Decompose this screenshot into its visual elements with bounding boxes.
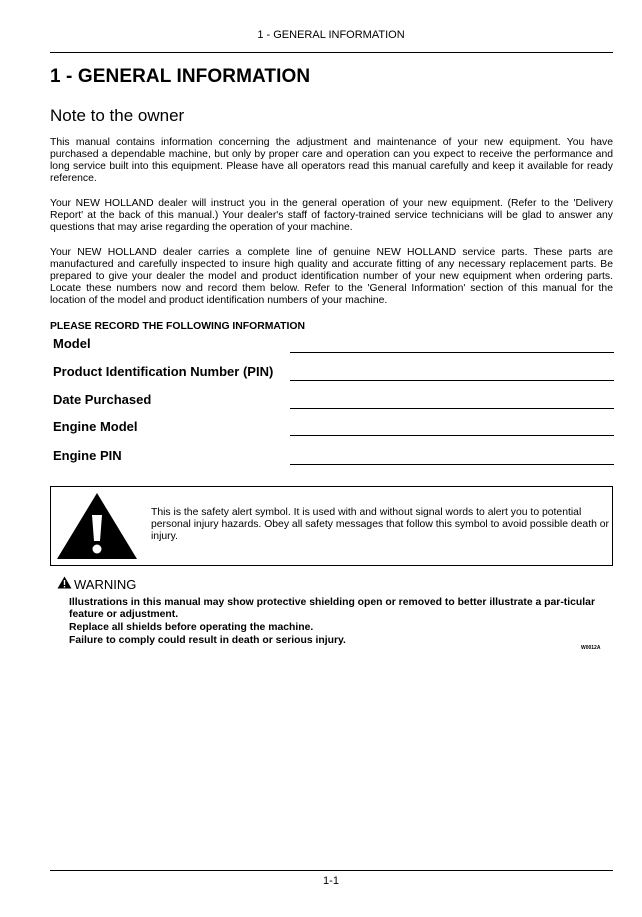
- warning-triangle-icon: [57, 576, 74, 592]
- footer-rule: [50, 870, 613, 871]
- page-number: 1-1: [323, 875, 339, 887]
- record-field-engine-model: [53, 414, 614, 436]
- record-field-line[interactable]: [290, 408, 614, 409]
- safety-alert-box: [50, 486, 613, 566]
- record-field-label: Engine Model: [53, 419, 138, 434]
- warning-code: W0012A: [581, 645, 601, 651]
- dealer-paragraph: Your NEW HOLLAND dealer will instruct you in the general operation of your new equipment. (Refer to the 'Delivery Report' at the back of this manual.) Your dealer's staff of factory-trained service technicians will be glad to answer any questions that may arise regarding the operation of your machine.: [50, 198, 613, 233]
- record-field-date-purchased: [53, 387, 614, 409]
- section-title: Note to the owner: [50, 106, 185, 125]
- parts-paragraph: Your NEW HOLLAND dealer carries a complete line of genuine NEW HOLLAND service parts. These parts are manufactured and carefully inspected to insure high quality and accurate fitting of any necessary replacement parts. Be prepared to give your dealer the model and product identification number of your new equipment when ordering parts. Locate these numbers now and record them below. Refer to the 'General Information' section of this manual for the location of the model and product identification numbers of your machine.: [50, 247, 613, 306]
- record-field-pin: [53, 359, 614, 381]
- record-field-label: Date Purchased: [53, 392, 152, 407]
- header-rule: [50, 52, 613, 53]
- page-title: 1 - GENERAL INFORMATION: [50, 66, 311, 87]
- record-field-line[interactable]: [290, 380, 614, 381]
- record-field-line[interactable]: [290, 464, 614, 465]
- record-field-label: Engine PIN: [53, 448, 122, 463]
- warning-label: WARNING: [74, 576, 137, 592]
- record-field-line[interactable]: [290, 352, 614, 353]
- intro-paragraph: This manual contains information concerning the adjustment and maintenance of your new equipment. You have purchased a dependable machine, but only by proper care and operation can you expect to receive the performance and long service built into this equipment. Please have all operators read this manual carefully and keep it available for ready reference.: [50, 137, 613, 184]
- record-field-model: [53, 331, 614, 353]
- warning-text-line: Illustrations in this manual may show protective shielding open or removed to better illustrate a par-ticular feature or adjustment.: [69, 597, 595, 620]
- record-heading: PLEASE RECORD THE FOLLOWING INFORMATION: [50, 321, 305, 332]
- safety-alert-triangle-icon: [55, 491, 139, 566]
- warning-text-line: Replace all shields before operating the machine.: [69, 622, 314, 633]
- running-head: 1 - GENERAL INFORMATION: [257, 29, 405, 41]
- warning-text-line: Failure to comply could result in death or serious injury.: [69, 635, 346, 646]
- record-field-line[interactable]: [290, 435, 614, 436]
- safety-alert-text: This is the safety alert symbol. It is used with and without signal words to alert you to potential personal injury hazards. Obey all safety messages that follow this symbol to avoid possible death or injury.: [151, 507, 609, 542]
- record-field-label: Product Identification Number (PIN): [53, 364, 274, 379]
- record-field-engine-pin: [53, 443, 614, 465]
- warning-heading: [57, 576, 136, 592]
- record-field-label: Model: [53, 336, 91, 351]
